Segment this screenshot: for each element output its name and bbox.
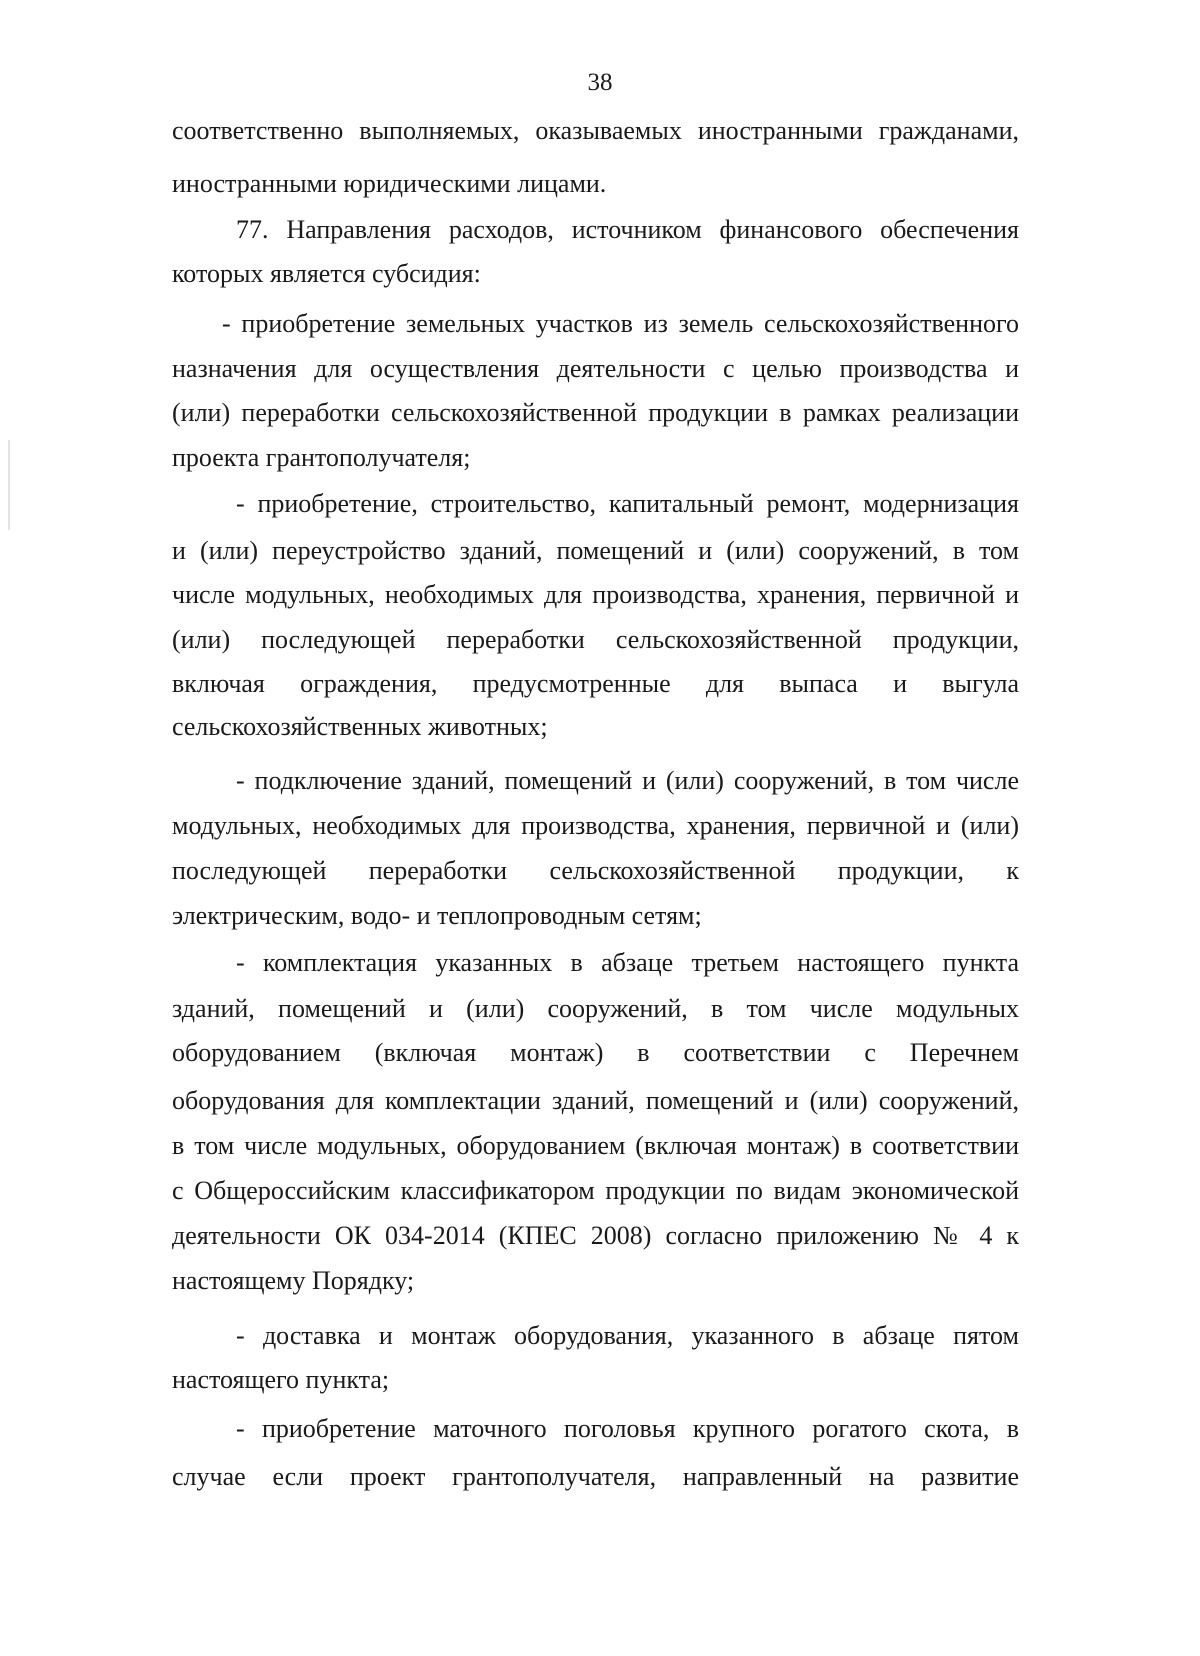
text-line: последующей переработки сельскохозяйственной продукции, к	[172, 856, 1019, 885]
text-line: - доставка и монтаж оборудования, указанного в абзаце пятом	[236, 1321, 1019, 1350]
text-line: - приобретение маточного поголовья крупного рогатого скота, в	[236, 1414, 1019, 1443]
text-line: числе модульных, необходимых для производства, хранения, первичной и	[172, 580, 1019, 609]
text-line: настоящему Порядку;	[172, 1266, 415, 1295]
text-line: зданий, помещений и (или) сооружений, в том числе модульных	[172, 994, 1019, 1023]
text-line: электрическим, водо- и теплопроводным сетям;	[172, 901, 702, 930]
scan-margin-mark	[8, 440, 10, 530]
text-line: - комплектация указанных в абзаце третьем настоящего пункта	[236, 948, 1019, 977]
text-line: проекта грантополучателя;	[172, 443, 471, 472]
text-line: настоящего пункта;	[172, 1365, 390, 1394]
text-line: назначения для осуществления деятельности с целью производства и	[172, 354, 1019, 383]
text-line: соответственно выполняемых, оказываемых иностранными гражданами,	[172, 116, 1019, 145]
text-line: включая ограждения, предусмотренные для выпаса и выгула	[172, 669, 1019, 698]
text-line: которых является субсидия:	[172, 259, 481, 288]
text-line: модульных, необходимых для производства, хранения, первичной и (или)	[172, 811, 1019, 840]
text-line: и (или) переустройство зданий, помещений и (или) сооружений, в том	[172, 536, 1019, 565]
text-line: иностранными юридическими лицами.	[172, 169, 607, 198]
text-line: в том числе модульных, оборудованием (включая монтаж) в соответствии	[172, 1131, 1019, 1160]
text-line: - приобретение, строительство, капитальный ремонт, модернизация	[236, 489, 1019, 518]
text-line: оборудованием (включая монтаж) в соответствии с Перечнем	[172, 1038, 1019, 1067]
text-line: - приобретение земельных участков из земель сельскохозяйственного	[222, 309, 1019, 338]
text-line: с Общероссийским классификатором продукции по видам экономической	[172, 1176, 1019, 1205]
text-line: случае если проект грантополучателя, направленный на развитие	[172, 1462, 1019, 1491]
text-line: сельскохозяйственных животных;	[172, 712, 548, 741]
text-line: (или) переработки сельскохозяйственной продукции в рамках реализации	[172, 398, 1019, 427]
text-line: (или) последующей переработки сельскохозяйственной продукции,	[172, 625, 1019, 654]
page-number: 38	[587, 69, 613, 96]
text-line: оборудования для комплектации зданий, помещений и (или) сооружений,	[172, 1086, 1019, 1115]
text-line: - подключение зданий, помещений и (или) сооружений, в том числе	[236, 766, 1019, 795]
text-line: 77. Направления расходов, источником финансового обеспечения	[236, 215, 1019, 244]
text-line: деятельности ОК 034-2014 (КПЕС 2008) согласно приложению № 4 к	[172, 1221, 1019, 1250]
